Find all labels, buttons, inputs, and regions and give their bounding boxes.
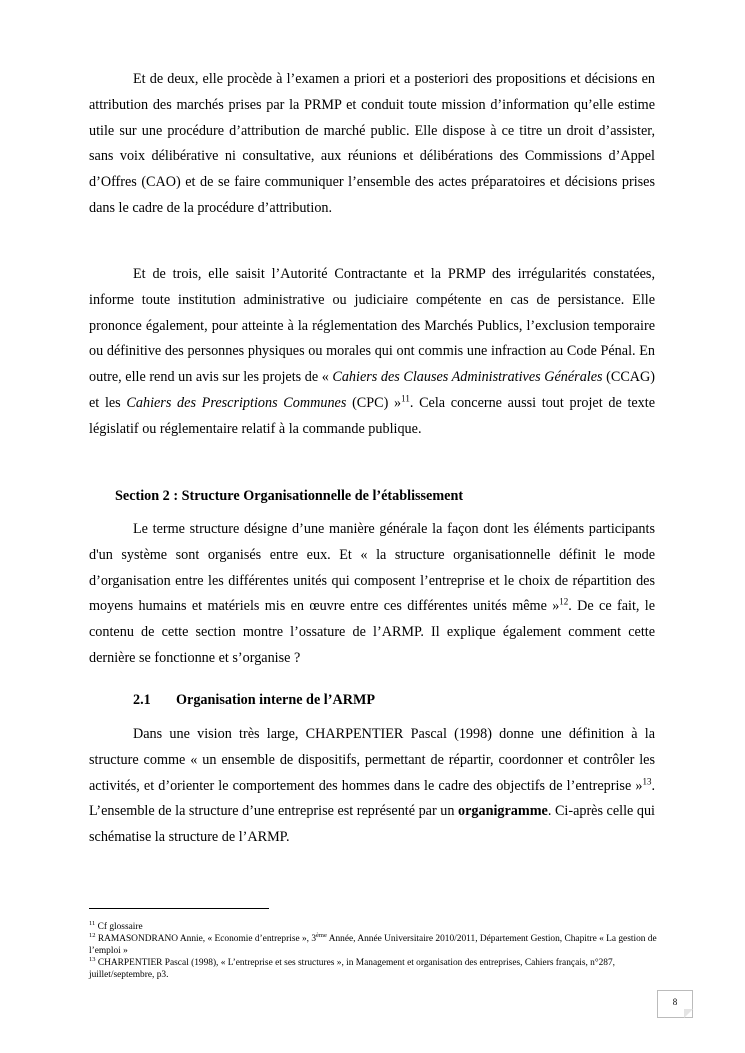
section-2-heading: Section 2 : Structure Organisationnelle de l’établissement — [115, 488, 464, 504]
bold-organigramme: organigramme — [458, 803, 548, 820]
footnote-12: $^{12}$ RAMASONDRANO Annie, « Economie d’entreprise », 3ème Année, Année Universitaire 2010/2011, Département Gestion, Chapitre « La gestion de l’emploi » — [89, 931, 657, 956]
subsection-2-1-heading — [133, 692, 375, 709]
paragraph-irregularities: Et de trois, elle saisit l’Autorité Contractante et la PRMP des irrégularités constatées, informe toute institution administrative ou judiciaire compétente en cas de persistance. Elle prononce également, pour atteinte à la réglementation des Marchés Publics, l’exclusion temporaire ou définitive des personnes physiques ou morales qui ont commis une infraction au Code Pénal. En outre, elle rend un avis sur les projets de « Cahiers des Clauses Administratives Générales (CCAG) et les Cahiers des Prescriptions Communes (CPC) »$^{11}$. Cela concerne aussi tout projet de texte législatif ou réglementaire relatif à la commande publique. — [89, 266, 656, 437]
page-number: 8 — [672, 997, 678, 1007]
paragraph-structure-definition: Le terme structure désigne d’une manière générale la façon dont les éléments participants d'un système sont organisés entre eux. Et « la structure organisationnelle définit le mode d’organisation entre les différentes unités qui composent l’entreprise et le choix de répartition des moyens humains et matériels mis en œuvre entre ces différentes unités même »$^{12}$. De ce fait, le contenu de cette section montre l’ossature de l’ARMP. Il explique également comment cette dernière se fonctionne et s’organise ? — [89, 521, 655, 666]
page-fold-icon — [684, 1009, 693, 1018]
footnote-separator — [89, 908, 269, 909]
italic-ccag: Cahiers des Clauses Administratives Générales — [332, 369, 603, 386]
footnote-ref-11[interactable]: 11 — [401, 393, 410, 404]
footnote-ref-12[interactable]: 12 — [559, 596, 569, 607]
footnote-11: $^{11}$ Cf glossaire — [89, 919, 143, 932]
paragraph-cnm-review: Et de deux, elle procède à l’examen a priori et a posteriori des propositions et décisions en attribution des marchés prises par la PRMP et conduit toute mission d’information qu’elle estime utile sur une procédure d’attribution de marché public. Elle dispose à ce titre un droit d’assister, sans voix délibérative ni consultative, aux réunions et délibérations des Commissions d’Appel d’Offres (CAO) et de se faire communiquer l’ensemble des actes préparatoires et décisions prises dans le cadre de la procédure d’attribution. — [89, 71, 655, 216]
subsection-title: Organisation interne de l’ARMP — [176, 692, 375, 708]
paragraph-charpentier: Dans une vision très large, CHARPENTIER Pascal (1998) donne une définition à la structure comme « un ensemble de dispositifs, permettant de répartir, coordonner et contrôler les activités, et d’orienter le comportement des hommes dans le cadre des objectifs de l’entreprise »$^{13}$. L’ensemble de la structure d’une entreprise est représenté par un organigramme. Ci-après celle qui schématise la structure de l’ARMP. — [89, 726, 655, 846]
footnote-13: $^{13}$ CHARPENTIER Pascal (1998), « L’entreprise et ses structures », in Management et organisation des entreprises, Cahiers français, n°287, juillet/septembre, p3. — [89, 955, 616, 980]
italic-cpc: Cahiers des Prescriptions Communes — [126, 394, 347, 411]
page-number-box — [657, 990, 693, 1018]
subsection-number: 2.1 — [133, 692, 151, 708]
footnote-ref-13[interactable]: 13 — [642, 775, 652, 786]
